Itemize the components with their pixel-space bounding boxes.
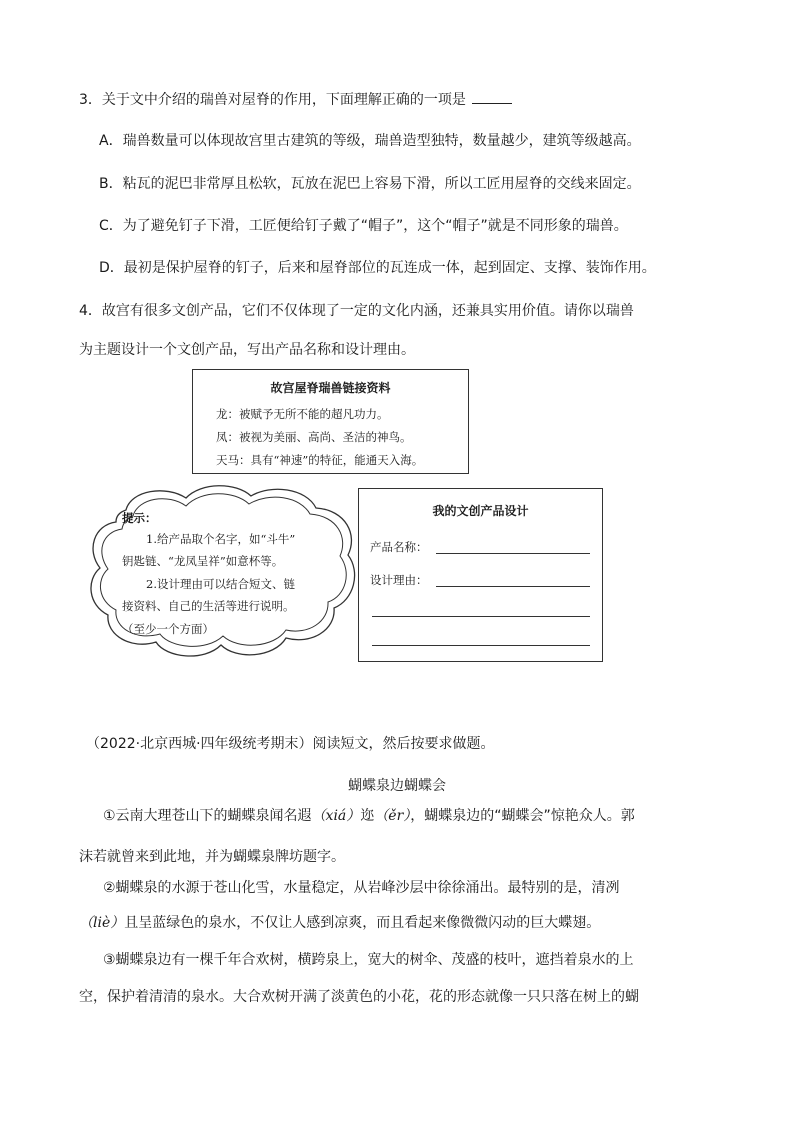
design-reason-blank-2[interactable] — [372, 616, 590, 617]
question-4-line-1: 4．故宫有很多文创产品，它们不仅体现了一定的文化内涵，还兼具实用价值。请你以瑞兽 — [79, 303, 634, 319]
p2-text: 且呈蓝绿色的泉水，不仅让人感到凉爽，而且看起来像微微闪动的巨大蝶翅。 — [124, 915, 601, 931]
design-box-title: 我的文创产品设计 — [432, 504, 529, 518]
option-b: B．粘瓦的泥巴非常厚且松软，瓦放在泥巴上容易下滑，所以工匠用屋脊的交线来固定。 — [99, 176, 641, 192]
pinyin-lie: （liè） — [79, 915, 125, 931]
hint-line-2: 钥匙链、“龙凤呈祥”如意杯等。 — [122, 554, 284, 568]
hint-line-5: （至少一个方面） — [122, 622, 214, 636]
hint-title: 提示： — [122, 511, 157, 525]
link-box-title: 故宫屋脊瑞兽链接资料 — [270, 381, 391, 395]
link-item-dragon: 龙：被赋予无所不能的超凡功力。 — [216, 407, 389, 421]
design-box — [358, 488, 603, 662]
question-3-text: 3．关于文中介绍的瑞兽对屋脊的作用，下面理解正确的一项是 — [79, 92, 466, 108]
hint-line-4: 接资料、自己的生活等进行说明。 — [122, 599, 295, 613]
p1-text-a: ①云南大理苍山下的蝴蝶泉闻名遐 — [103, 808, 312, 824]
design-reason-blank-1[interactable] — [436, 586, 590, 587]
paragraph-3-line-1: ③蝴蝶泉边有一棵千年合欢树，横跨泉上，宽大的树伞、茂盛的枝叶，遮挡着泉水的上 — [103, 952, 634, 968]
product-name-label: 产品名称： — [370, 540, 428, 554]
option-c: C．为了避免钉子下滑，工匠便给钉子戴了“帽子”，这个“帽子”就是不同形象的瑞兽。 — [99, 218, 628, 234]
hint-line-3: 2.设计理由可以结合短文、链 — [146, 577, 295, 591]
pinyin-xia: （xiá） — [311, 808, 361, 824]
paragraph-3-line-2: 空，保护着清清的泉水。大合欢树开满了淡黄色的小花，花的形态就像一只只落在树上的蝴 — [79, 989, 639, 1005]
paragraph-2-line-1: ②蝴蝶泉的水源于苍山化雪，水量稳定，从岩峰沙层中徐徐涌出。最特别的是，清冽 — [103, 880, 620, 896]
hint-line-1: 1.给产品取个名字，如“斗牛” — [146, 532, 296, 546]
paragraph-1-line-1 — [103, 806, 635, 826]
paragraph-2-line-2 — [79, 913, 600, 933]
product-name-blank[interactable] — [436, 553, 590, 554]
paragraph-1-line-2: 沫若就曾来到此地，并为蝴蝶泉牌坊题字。 — [79, 849, 345, 865]
option-a: A．瑞兽数量可以体现故宫里古建筑的等级，瑞兽造型独特，数量越少，建筑等级越高。 — [99, 133, 641, 149]
design-reason-blank-3[interactable] — [372, 645, 590, 646]
passage-title: 蝴蝶泉边蝴蝶会 — [348, 778, 446, 794]
question-3-stem — [79, 89, 512, 110]
answer-blank[interactable] — [472, 89, 512, 104]
design-reason-label: 设计理由： — [370, 573, 428, 587]
p1-text-c: ，蝴蝶泉边的“蝴蝶会”惊艳众人。郭 — [410, 808, 635, 824]
p1-text-b: 迩 — [360, 808, 375, 824]
question-4-line-2: 为主题设计一个文创产品，写出产品名称和设计理由。 — [79, 342, 415, 358]
option-d: D．最初是保护屋脊的钉子，后来和屋脊部位的瓦连成一体，起到固定、支撑、装饰作用。 — [99, 260, 656, 276]
passage-source: （2022·北京西城·四年级统考期末）阅读短文，然后按要求做题。 — [86, 736, 495, 752]
pinyin-er: （ěr） — [374, 808, 411, 824]
link-material-box — [192, 369, 469, 474]
link-item-tianma: 天马：具有“神速”的特征，能通天入海。 — [216, 453, 424, 467]
hint-cloud — [86, 480, 360, 662]
link-item-phoenix: 凤：被视为美丽、高尚、圣洁的神鸟。 — [216, 430, 412, 444]
